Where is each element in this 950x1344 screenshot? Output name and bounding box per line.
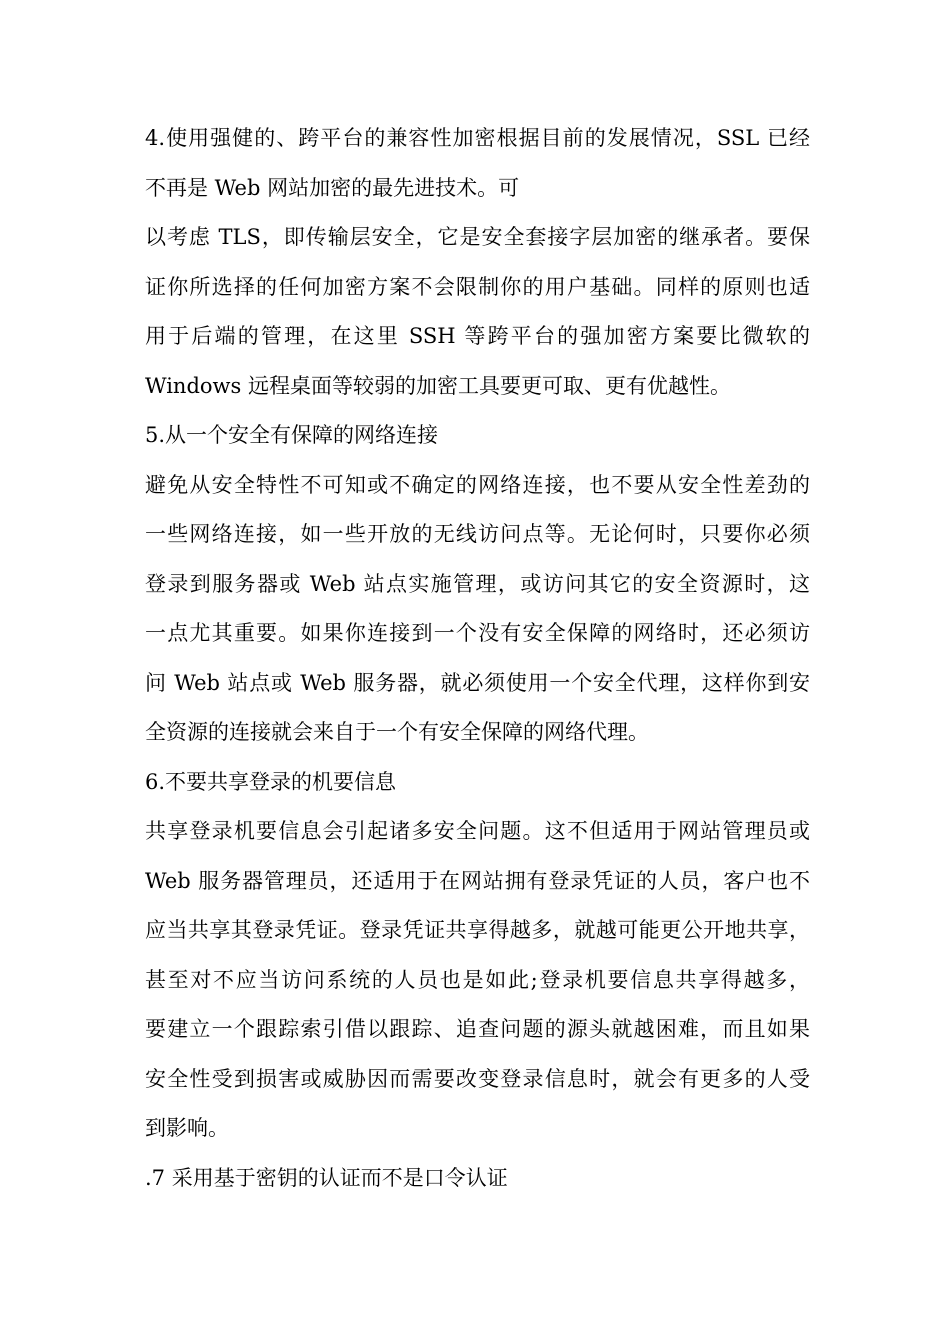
document-body: [145, 114, 810, 1203]
text-line: Windows 远程桌面等较弱的加密工具要更可取、更有优越性。: [145, 373, 731, 398]
text-line: 一点尤其重要。如果你连接到一个没有安全保障的网络时，还必须访: [145, 621, 810, 645]
text-line: 登录到服务器或 Web 站点实施管理，或访问其它的安全资源时，这: [145, 571, 810, 596]
text-line: .7 采用基于密钥的认证而不是口令认证: [145, 1165, 508, 1190]
text-line: 不再是 Web 网站加密的最先进技术。可: [145, 175, 520, 200]
text-line: 甚至对不应当访问系统的人员也是如此;登录机要信息共享得越多，: [145, 967, 810, 992]
text-line: 一些网络连接，如一些开放的无线访问点等。无论何时，只要你必须: [145, 522, 810, 546]
text-line: 到影响。: [145, 1116, 229, 1140]
text-line: Web 服务器管理员，还适用于在网站拥有登录凭证的人员，客户也不: [145, 868, 810, 893]
text-line: 避免从安全特性不可知或不确定的网络连接，也不要从安全性差劲的: [145, 472, 810, 497]
text-line: 应当共享其登录凭证。登录凭证共享得越多，就越可能更公开地共享，: [145, 918, 810, 942]
text-line: 安全性受到损害或威胁因而需要改变登录信息时，就会有更多的人受: [145, 1066, 810, 1091]
text-line: 以考虑 TLS，即传输层安全，它是安全套接字层加密的继承者。要保: [145, 225, 810, 249]
text-line: 4.使用强健的、跨平台的兼容性加密根据目前的发展情况，SSL 已经: [145, 126, 810, 150]
text-line: 要建立一个跟踪索引借以跟踪、追查问题的源头就越困难，而且如果: [145, 1017, 810, 1041]
text-line: 用于后端的管理，在这里 SSH 等跨平台的强加密方案要比微软的: [145, 324, 810, 348]
text-line: 全资源的连接就会来自于一个有安全保障的网络代理。: [145, 720, 649, 744]
text-line: 6.不要共享登录的机要信息: [145, 769, 397, 794]
text-line: 问 Web 站点或 Web 服务器，就必须使用一个安全代理，这样你到安: [145, 670, 810, 695]
text-line: 5.从一个安全有保障的网络连接: [145, 423, 439, 447]
text-line: 共享登录机要信息会引起诸多安全问题。这不但适用于网站管理员或: [145, 819, 810, 843]
text-line: 证你所选择的任何加密方案不会限制你的用户基础。同样的原则也适: [145, 274, 810, 299]
